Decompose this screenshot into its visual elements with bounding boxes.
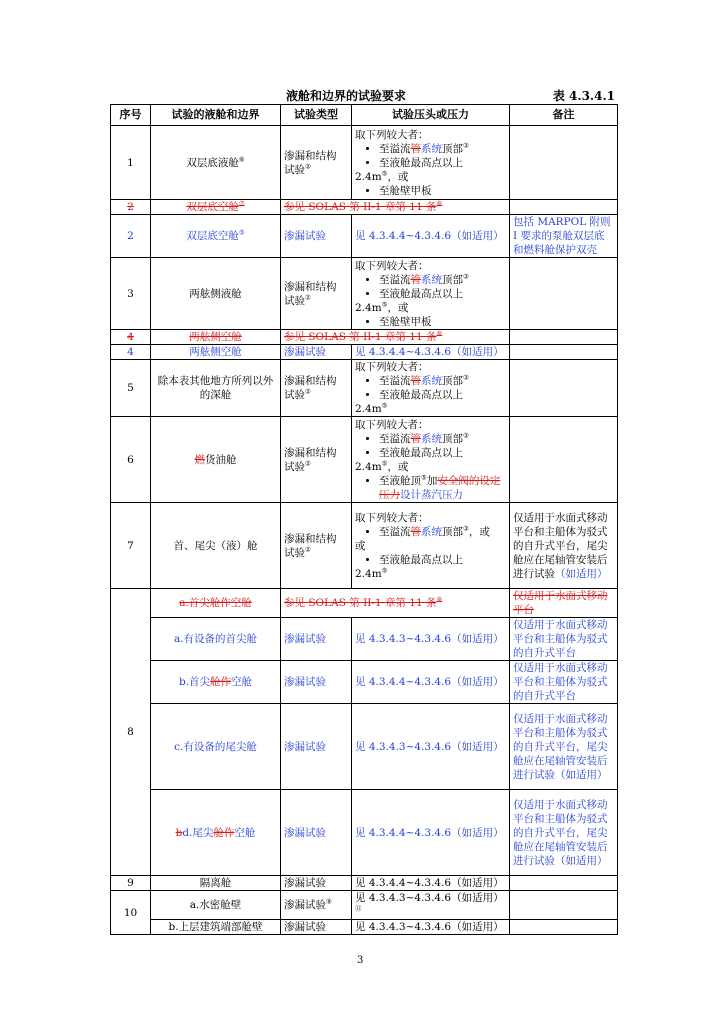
row-remark: 仅适用于水面式移动平台和主船体为驳式的自升式平台 (510, 661, 618, 704)
table-row (111, 126, 618, 200)
table-row (111, 661, 618, 704)
table-row (111, 891, 618, 920)
row-remark (510, 126, 618, 200)
table-row (111, 503, 618, 589)
table-row (111, 258, 618, 330)
row-remark (510, 876, 618, 891)
row-tank: 双层底空舱⑤ (151, 215, 281, 258)
table-row (111, 215, 618, 258)
row-remark: 包括 MARPOL 附则 I 要求的泵舱双层底和燃料舱保护双壳 (510, 215, 618, 258)
row-no: 5 (111, 360, 151, 417)
row-remark (510, 258, 618, 330)
row-remark: 仅适用于水面式移动平台和主船体为驳式的自升式平台，尾尖舱应在尾轴管安装后进行试验（如适用） (510, 503, 618, 589)
row-head: 见 4.3.4.4~4.3.4.6（如适用） (352, 876, 510, 891)
row-tank: 双层底液舱⑥ (151, 126, 281, 200)
row-tank: 除本表其他地方所列以外的深舱 (151, 360, 281, 417)
row-head: 取下列较大者： • 至溢流管系统顶部③ • 至液舱最高点以上 2.4m⑤，或 • 至舱壁甲板 (352, 126, 510, 200)
row-remark: 仅适用于水面式移动平台和主船体为驳式的自升式平台 (510, 618, 618, 661)
row-type: 渗漏试验 (281, 345, 352, 360)
row-head: 见 4.3.4.3~4.3.4.6（如适用）⑪ (352, 891, 510, 920)
page-header (110, 87, 615, 105)
row-no: 6 (111, 417, 151, 503)
row-tank: 两舷侧空舱 (151, 345, 281, 360)
table-row (111, 790, 618, 876)
row-head: 取下列较大者： • 至溢流管系统顶部③ • 至液舱最高点以上 2.4m⑤ (352, 360, 510, 417)
row-head: 见 4.3.4.4~4.3.4.6（如适用） (352, 345, 510, 360)
table-row (111, 200, 618, 215)
header-type: 试验类型 (281, 105, 352, 126)
header-no: 序号 (111, 105, 151, 126)
row-remark (510, 345, 618, 360)
row-head: 见 4.3.4.4~4.3.4.6（如适用） (352, 790, 510, 876)
row-no: 1 (111, 126, 151, 200)
row-head: 取下列较大者： • 至溢流管系统顶部③，或 或 • 至液舱最高点以上 2.4m⑤ (352, 503, 510, 589)
row-type: 渗漏试验 (281, 704, 352, 790)
header-tank: 试验的液舱和边界 (151, 105, 281, 126)
row-head: 取下列较大者： • 至溢流管系统顶部③ • 至液舱最高点以上 2.4m⑤，或 • 至舱壁甲板 (352, 258, 510, 330)
row-head: 见 4.3.4.4~4.3.4.6（如适用） (352, 215, 510, 258)
row-type: 渗漏和结构 试验② (281, 126, 352, 200)
page-number: 3 (357, 955, 364, 966)
table-row (111, 345, 618, 360)
row-head: 见 4.3.4.3~4.3.4.6（如适用） (352, 618, 510, 661)
table-row (111, 876, 618, 891)
row-tank: 隔离舱 (151, 876, 281, 891)
row-remark (510, 200, 618, 215)
row-remark: 仅适用于水面式移动平台 (510, 589, 618, 618)
row-tank: 两舷侧空舱 (151, 330, 281, 345)
row-tank: 两舷侧液舱 (151, 258, 281, 330)
row-type: 渗漏和结构 试验② (281, 360, 352, 417)
row-type: 渗漏试验⑨ (281, 891, 352, 920)
test-requirements-table (110, 104, 618, 935)
row-no: 10 (111, 891, 151, 935)
header-head: 试验压头或压力 (352, 105, 510, 126)
row-no: 7 (111, 503, 151, 589)
row-remark (510, 920, 618, 935)
row-head: 见 4.3.4.3~4.3.4.6（如适用） (352, 920, 510, 935)
row-tank: 燃货油舱 (151, 417, 281, 503)
row-tank: b.首尖舱作空舱 (151, 661, 281, 704)
row-tank: b.上层建筑端部舱壁 (151, 920, 281, 935)
row-type: 渗漏和结构 试验② (281, 417, 352, 503)
row-type: 渗漏试验 (281, 215, 352, 258)
row-type: 渗漏试验 (281, 790, 352, 876)
row-tank: a.水密舱壁 (151, 891, 281, 920)
row-tank: a.有设备的首尖舱 (151, 618, 281, 661)
table-header-row (111, 105, 618, 126)
row-no: 4 (111, 330, 151, 345)
row-head: 取下列较大者： • 至溢流管系统顶部③ • 至液舱最高点以上 2.4m⑤，或 • 至液舱顶⑤加安全阀的设定压力设计蒸汽压力 (352, 417, 510, 503)
table-row (111, 920, 618, 935)
row-type: 渗漏试验 (281, 920, 352, 935)
table-row (111, 618, 618, 661)
row-type: 渗漏试验 (281, 661, 352, 704)
row-tank: 双层底空舱⑦ (151, 200, 281, 215)
row-remark: 仅适用于水面式移动平台和主船体为驳式的自升式平台，尾尖舱应在尾轴管安装后进行试验（如适用） (510, 790, 618, 876)
row-remark (510, 330, 618, 345)
row-tank: 首、尾尖（液）舱 (151, 503, 281, 589)
row-no: 2 (111, 215, 151, 258)
row-no: 9 (111, 876, 151, 891)
row-tank: a.首尖舱作空舱 (151, 589, 281, 618)
table-row (111, 704, 618, 790)
row-no: 3 (111, 258, 151, 330)
row-head: 见 4.3.4.4~4.3.4.6（如适用） (352, 661, 510, 704)
row-type: 参见 SOLAS 第 II-1 章第 11 条⑧ (281, 589, 510, 618)
table-row (111, 417, 618, 503)
table-number: 表 4.3.4.1 (552, 89, 615, 103)
row-remark: 仅适用于水面式移动平台和主船体为驳式的自升式平台，尾尖舱应在尾轴管安装后进行试验（如适用） (510, 704, 618, 790)
row-tank: bd.尾尖舱作空舱 (151, 790, 281, 876)
row-no: 2 (111, 200, 151, 215)
row-no: 8 (111, 589, 151, 876)
row-type: 参见 SOLAS 第 II-1 章第 11 条⑧ (281, 200, 510, 215)
table-row (111, 589, 618, 618)
row-type: 渗漏试验 (281, 618, 352, 661)
row-type: 渗漏试验 (281, 876, 352, 891)
page-title: 液舱和边界的试验要求 (286, 89, 407, 103)
row-remark (510, 417, 618, 503)
row-type: 参见 SOLAS 第 II-1 章第 11 条⑧ (281, 330, 510, 345)
row-type: 渗漏和结构 试验② (281, 258, 352, 330)
table-row (111, 360, 618, 417)
row-head: 见 4.3.4.3~4.3.4.6（如适用） (352, 704, 510, 790)
row-remark (510, 891, 618, 920)
header-remark: 备注 (510, 105, 618, 126)
row-remark (510, 360, 618, 417)
row-no: 4 (111, 345, 151, 360)
table-row (111, 330, 618, 345)
row-tank: c.有设备的尾尖舱 (151, 704, 281, 790)
row-type: 渗漏和结构 试验② (281, 503, 352, 589)
